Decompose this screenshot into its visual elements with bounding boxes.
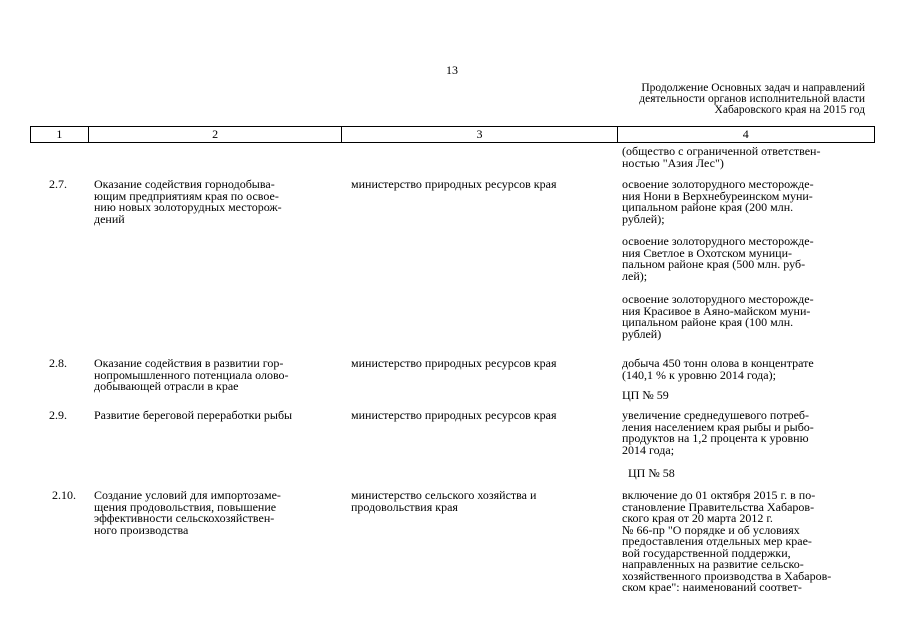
text-line: ЦП № 58 [628, 466, 675, 480]
text-line: ющим предприятиям края по освое- [94, 188, 279, 203]
task-text [94, 358, 344, 393]
text-line: ния Нони в Верхнебуреинском муни- [622, 188, 813, 203]
text-line: нопромышленного потенциала олово- [94, 367, 289, 382]
text-line: направленных на развитие сельско- [622, 557, 804, 571]
text-line: ЦП № 59 [622, 388, 669, 402]
text-line: ния Светлое в Охотском муници- [622, 245, 792, 260]
text-line: лей); [622, 268, 648, 283]
text-line: продуктов на 1,2 процента к уровню [622, 431, 809, 445]
result-text [622, 490, 882, 594]
text-line: ния Красивое в Аяно-майском муни- [622, 303, 811, 318]
task-text [94, 490, 344, 536]
executor-text [351, 490, 616, 513]
header-note-line: Продолжение Основных задач и направлений [641, 82, 865, 94]
result-text [622, 179, 882, 225]
text-line: № 66-пр "О порядке и об условиях [622, 522, 800, 537]
text-line: щения продовольствия, повышение [94, 499, 277, 514]
row-number: 2.10. [52, 488, 76, 502]
text-line: министерство природных ресурсов края [351, 356, 557, 370]
text-line: ного производства [94, 522, 189, 537]
row-number: 2.9. [49, 408, 67, 422]
text-line: Создание условий для импортозаме- [94, 488, 281, 502]
text-line: ципальном районе края (100 млн. [622, 315, 794, 329]
result-text [622, 410, 882, 456]
page-number: 13 [446, 63, 458, 77]
text-line: добывающей отрасли в крае [94, 379, 239, 393]
text-line: Развитие береговой переработки рыбы [94, 408, 293, 422]
text-line: министерство сельского хозяйства и [351, 488, 537, 502]
executor-text [351, 179, 616, 191]
executor-text [351, 410, 616, 422]
column-number-2: 2 [89, 127, 342, 142]
text-line: ципальном районе края (200 млн. [622, 200, 794, 214]
text-line: рублей); [622, 211, 665, 226]
executor-text [351, 358, 616, 370]
task-text [94, 410, 344, 422]
text-line: нию новых золоторудных месторож- [94, 200, 282, 214]
text-line: освоение золоторудного месторожде- [622, 292, 814, 306]
result-text [622, 294, 882, 340]
text-line: Оказание содействия горнодобыва- [94, 177, 275, 191]
header-note [605, 83, 865, 116]
text-line: ления населением края рыбы и рыбо- [622, 419, 814, 434]
text-line: Оказание содействия в развитии гор- [94, 356, 284, 370]
text-line: эффективности сельскохозяйствен- [94, 511, 275, 525]
text-line: продовольствия края [351, 499, 458, 514]
text-line: ском крае": наименований соответ- [622, 580, 802, 594]
continuation-text [622, 146, 882, 169]
text-line: освоение золоторудного месторожде- [622, 234, 814, 248]
header-note-line: Хабаровского края на 2015 год [714, 104, 865, 116]
column-number-3: 3 [342, 127, 617, 142]
text-line: 2014 года; [622, 442, 675, 457]
text-line: пальном районе края (500 млн. руб- [622, 257, 806, 271]
header-note-line: деятельности органов исполнительной власти [639, 93, 865, 105]
program-code [622, 390, 882, 402]
table-column-header [30, 126, 875, 143]
task-text [94, 179, 344, 225]
text-line: включение до 01 октября 2015 г. в по- [622, 488, 816, 502]
program-code [628, 468, 888, 480]
text-line: вой государственной поддержки, [622, 545, 791, 560]
text-line: министерство природных ресурсов края [351, 177, 557, 191]
text-line: добыча 450 тонн олова в концентрате [622, 356, 814, 370]
row-number: 2.7. [49, 177, 67, 191]
text-line: (общество с ограниченной ответствен- [622, 144, 821, 158]
column-number-4: 4 [742, 127, 749, 141]
text-line: министерство природных ресурсов края [351, 408, 557, 422]
text-line: (140,1 % к уровню 2014 года); [622, 367, 776, 382]
text-line: рублей) [622, 326, 662, 341]
text-line: дений [94, 211, 125, 226]
text-line: освоение золоторудного месторожде- [622, 177, 814, 191]
result-text [622, 358, 882, 381]
text-line: предоставления отдельных мер крае- [622, 534, 812, 548]
text-line: увеличение среднедушевого потреб- [622, 408, 810, 422]
text-line: ского края от 20 марта 2012 г. [622, 511, 773, 525]
text-line: хозяйственного производства в Хабаров- [622, 568, 832, 583]
text-line: ностью "Азия Лес") [622, 155, 724, 170]
result-text [622, 236, 882, 282]
text-line: становление Правительства Хабаров- [622, 499, 815, 514]
column-number-1: 1 [31, 127, 89, 142]
row-number: 2.8. [49, 356, 67, 370]
